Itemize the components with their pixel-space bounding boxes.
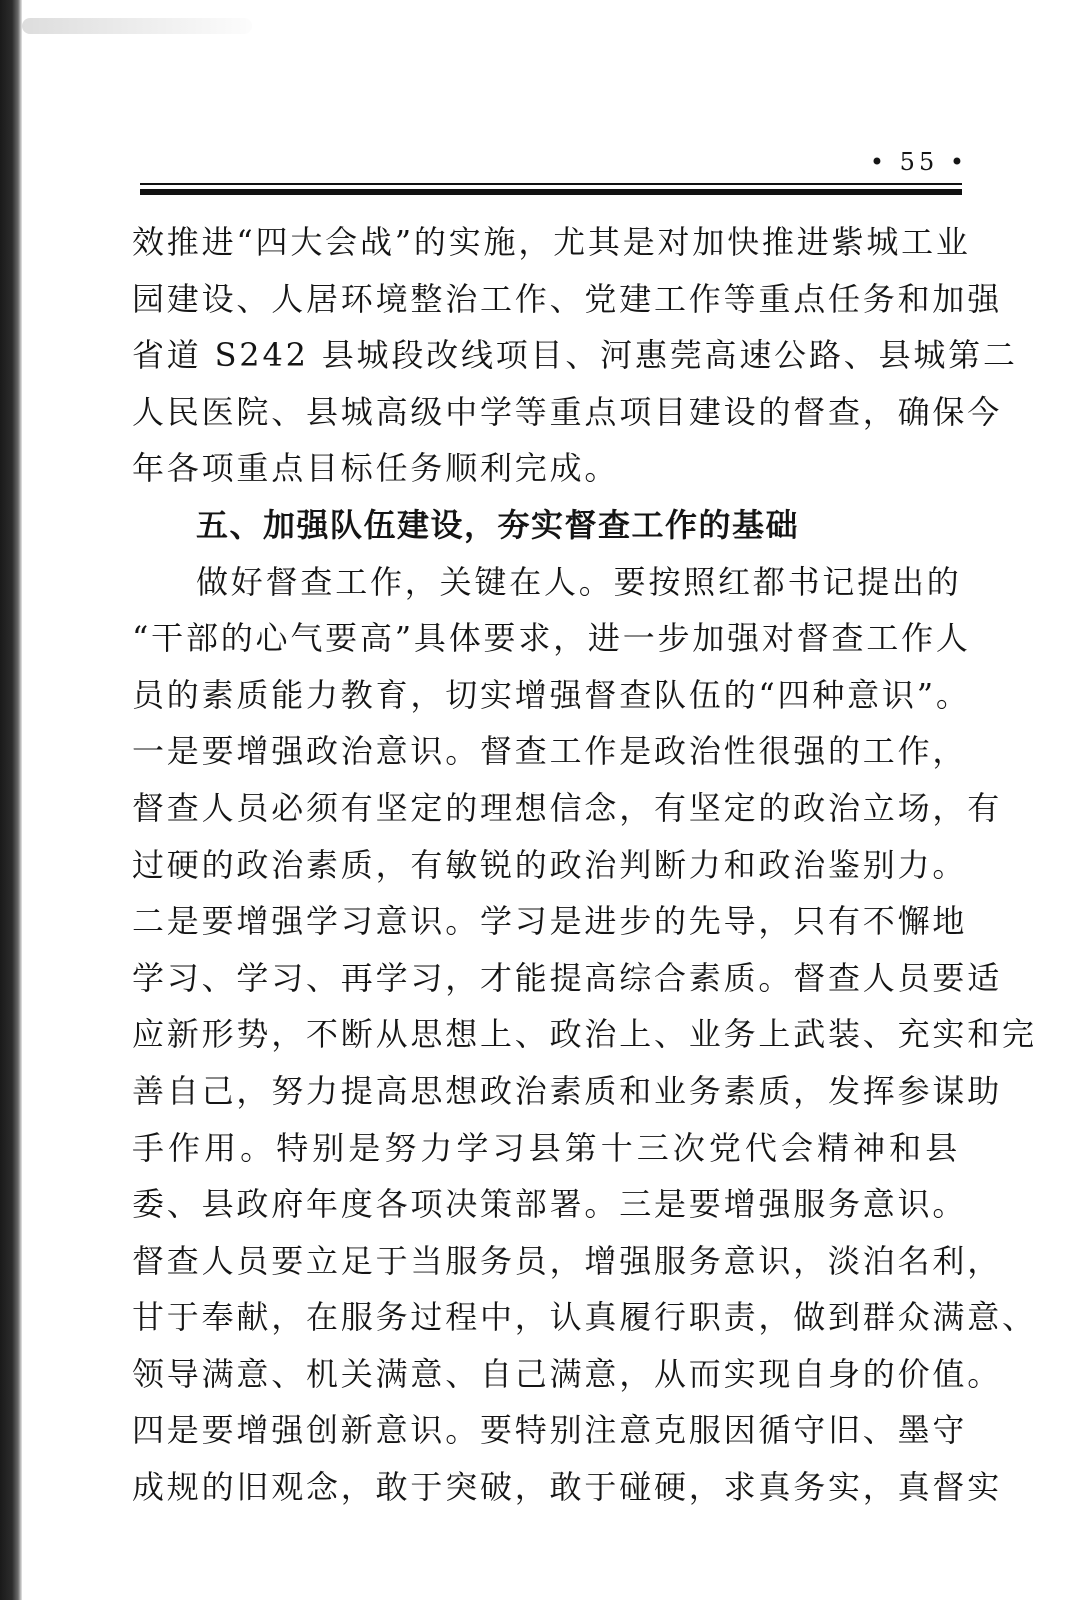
- text-line: 甘于奉献，在服务过程中，认真履行职责，做到群众满意、: [132, 1298, 1037, 1337]
- header-rule-thin: [140, 183, 962, 185]
- text-line: “干部的心气要高”具体要求，进一步加强对督查工作人: [132, 619, 971, 658]
- text-line: 督查人员必须有坚定的理想信念，有坚定的政治立场，有: [132, 788, 1003, 827]
- text-line: 四是要增强创新意识。要特别注意克服因循守旧、墨守: [132, 1411, 968, 1450]
- page-edge-shadow: [0, 0, 22, 1600]
- text-line: 二是要增强学习意识。学习是进步的先导，只有不懈地: [132, 902, 968, 941]
- text-line: 员的素质能力教育，切实增强督查队伍的“四种意识”。: [132, 675, 971, 714]
- text-line: 人民医院、县城高级中学等重点项目建设的督查，确保今: [132, 392, 1003, 431]
- text-line: 园建设、人居环境整治工作、党建工作等重点任务和加强: [132, 279, 1003, 318]
- text-line: 善自己，努力提高思想政治素质和业务素质，发挥参谋助: [132, 1071, 1003, 1110]
- text-line: 手作用。特别是努力学习县第十三次党代会精神和县: [132, 1128, 960, 1167]
- text-line: 督查人员要立足于当服务员，增强服务意识，淡泊名利，: [132, 1241, 1003, 1280]
- text-line: 应新形势，不断从思想上、政治上、业务上武装、充实和完: [132, 1015, 1037, 1054]
- text-line: 年各项重点目标任务顺利完成。: [132, 449, 620, 488]
- text-line: 学习、学习、再学习，才能提高综合素质。督查人员要适: [132, 958, 1003, 997]
- scan-smudge: [22, 18, 252, 34]
- text-line: 省道 S242 县城段改线项目、河惠莞高速公路、县城第二: [132, 336, 1018, 375]
- text-line: 成规的旧观念，敢于突破，敢于碰硬，求真务实，真督实: [132, 1468, 1003, 1507]
- body-text: [132, 214, 1037, 1516]
- header-rule-thick: [140, 189, 962, 195]
- text-line: 效推进“四大会战”的实施，尤其是对加快推进紫城工业: [132, 223, 971, 261]
- text-line: 做好督查工作，关键在人。要按照红都书记提出的: [196, 562, 962, 601]
- text-line: 领导满意、机关满意、自己满意，从而实现自身的价值。: [132, 1354, 1003, 1393]
- page-number: • 55 •: [869, 148, 968, 176]
- text-line: 委、县政府年度各项决策部署。三是要增强服务意识。: [132, 1185, 968, 1224]
- text-line: 过硬的政治素质，有敏锐的政治判断力和政治鉴别力。: [132, 845, 968, 884]
- text-line: 一是要增强政治意识。督查工作是政治性很强的工作，: [132, 732, 968, 771]
- section-heading: 五、加强队伍建设，夯实督查工作的基础: [196, 505, 800, 544]
